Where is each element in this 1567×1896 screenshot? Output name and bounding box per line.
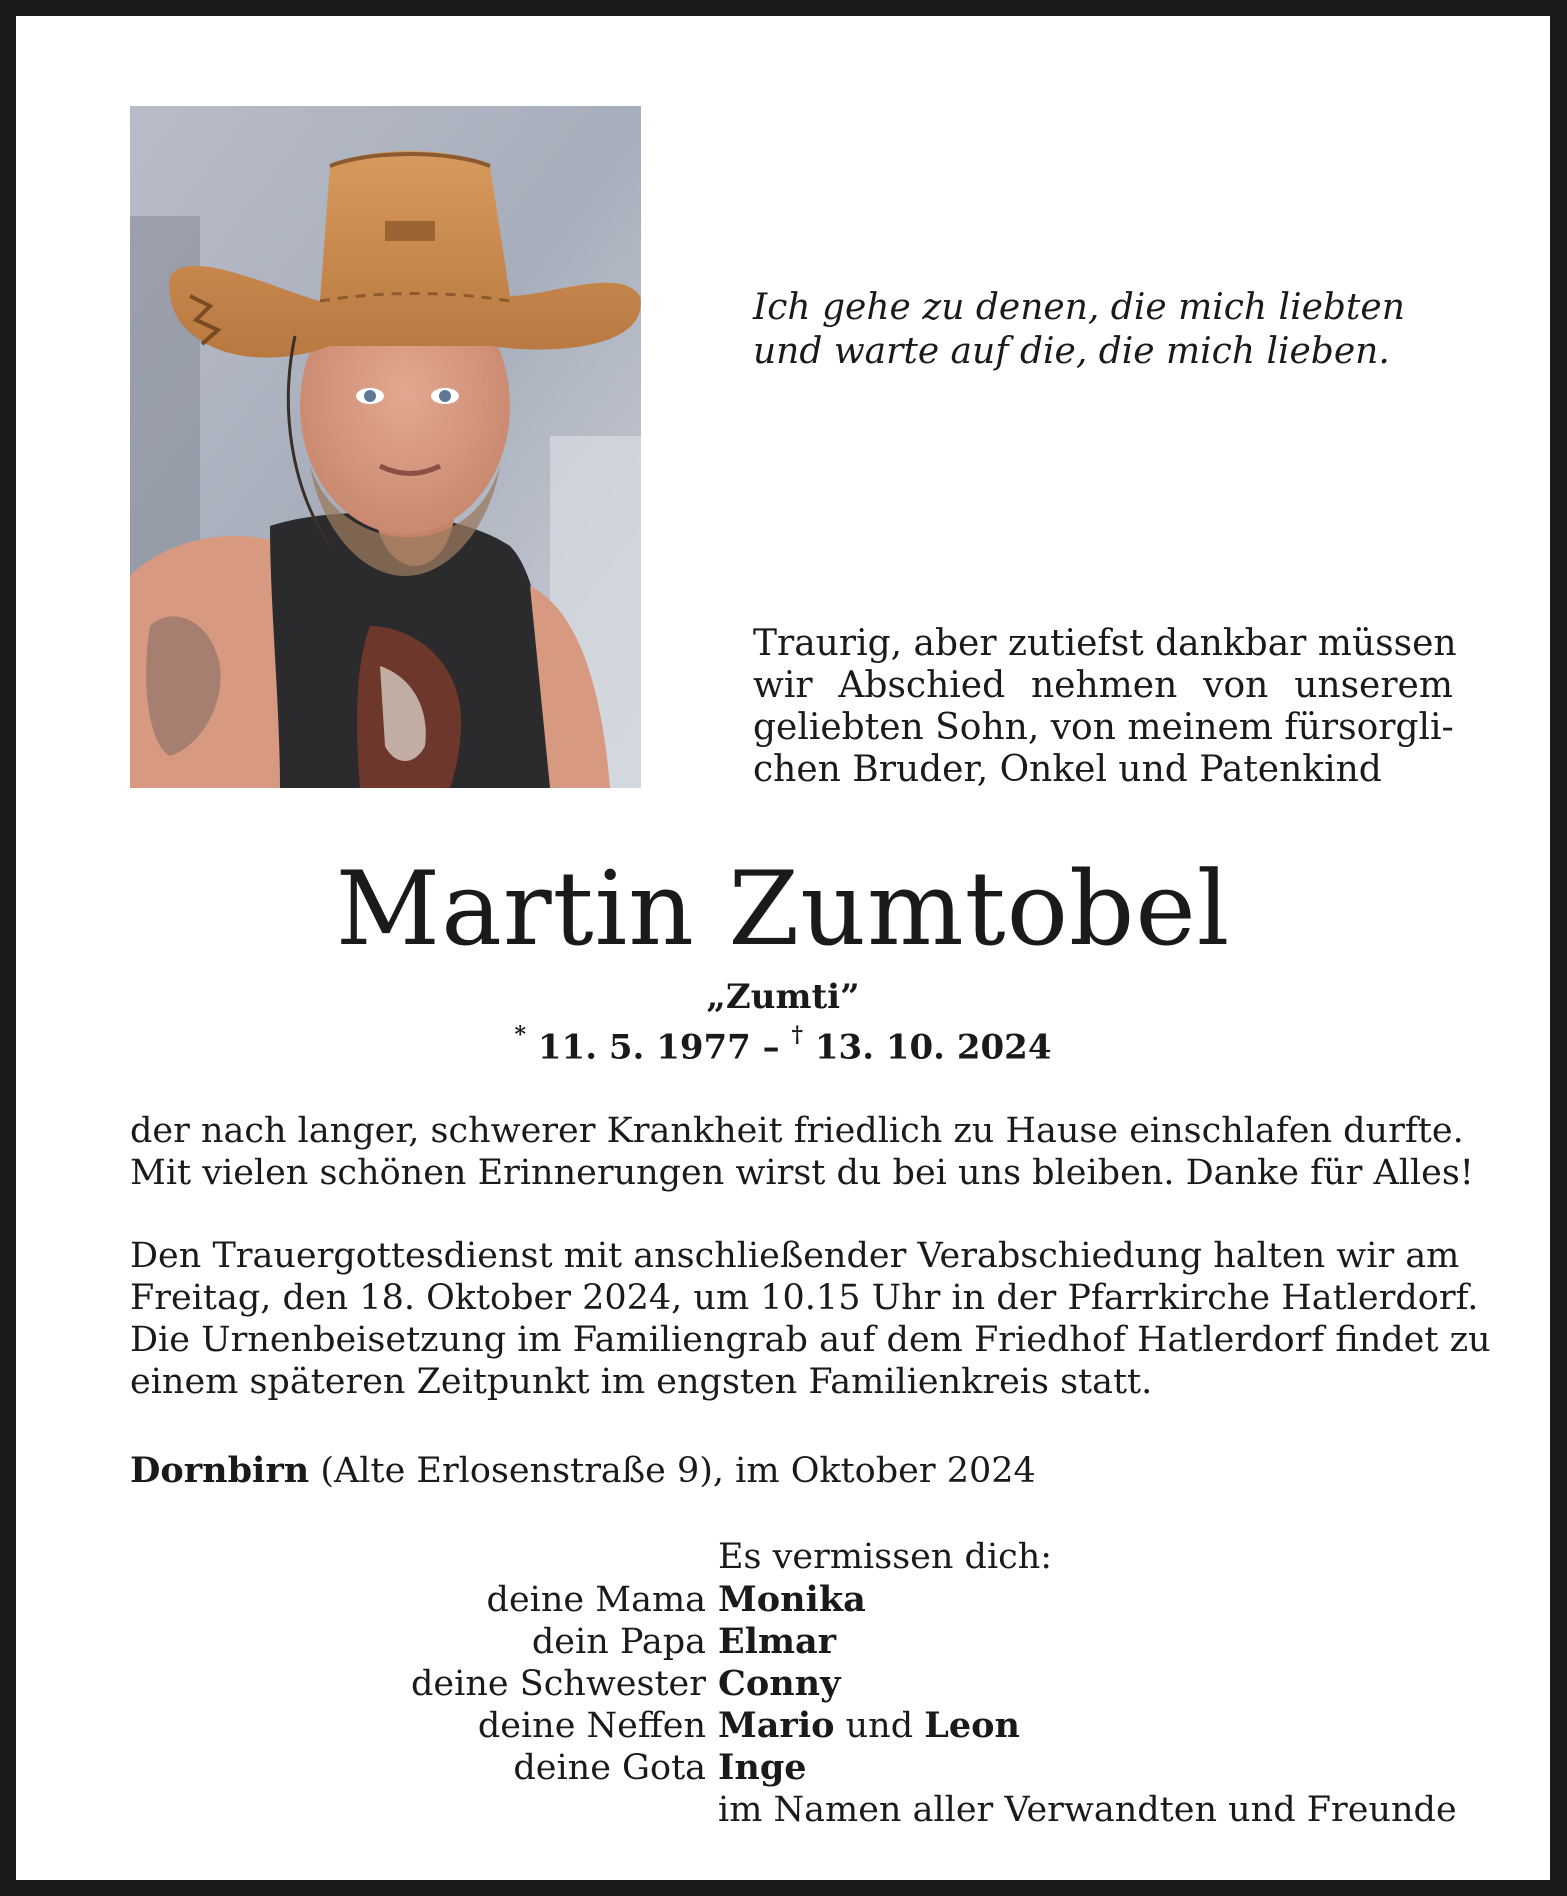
birth-symbol: *: [514, 1022, 527, 1048]
paragraph-line: Freitag, den 18. Oktober 2024, um 10.15 Uhr in der Pfarrkirche Hatlerdorf.: [130, 1278, 1479, 1318]
mourner-row: [316, 1705, 1457, 1747]
paragraph-line: Den Trauergottesdienst mit anschließender Verabschiedung halten wir am: [130, 1236, 1460, 1276]
paragraph-line: Mit vielen schönen Erinnerungen wirst du bei uns bleiben. Danke für Alles!: [130, 1153, 1474, 1193]
mourner-row: [316, 1747, 1457, 1789]
mourners-list: [316, 1579, 1457, 1831]
mourner-name: Leon: [924, 1705, 1020, 1746]
mourner-relation: deine Neffen: [477, 1706, 706, 1746]
mourner-name: Elmar: [718, 1621, 837, 1662]
mourner-name: Mario: [718, 1705, 835, 1746]
mourner-row: [316, 1789, 1457, 1831]
memorial-quote: [753, 286, 1473, 374]
mourner-name: Inge: [718, 1747, 807, 1788]
paragraph-line: Die Urnenbeisetzung im Familiengrab auf dem Friedhof Hatlerdorf findet zu: [130, 1320, 1491, 1360]
place-details: (Alte Erlosenstraße 9), im Oktober 2024: [309, 1451, 1036, 1491]
passing-paragraph: [130, 1110, 1474, 1194]
mourner-relation: dein Papa: [531, 1622, 706, 1662]
birth-date: 11. 5. 1977: [537, 1027, 751, 1068]
paragraph-line: der nach langer, schwerer Krankheit friedlich zu Hause einschlafen durfte.: [130, 1111, 1464, 1151]
mourner-row: [316, 1663, 1457, 1705]
mourner-relation: deine Schwester: [411, 1664, 706, 1704]
mourner-relation: deine Gota: [513, 1748, 706, 1788]
mourners-title: Es vermissen dich:: [718, 1537, 1053, 1577]
death-symbol: †: [791, 1022, 804, 1048]
mourner-relation: deine Mama: [486, 1580, 706, 1620]
date-separator: –: [762, 1027, 780, 1068]
deceased-nickname: „Zumti”: [706, 977, 860, 1017]
death-date: 13. 10. 2024: [814, 1027, 1052, 1068]
mourner-joiner: und: [834, 1706, 925, 1746]
life-dates: [16, 1018, 1550, 1068]
place-and-date: [130, 1450, 1036, 1492]
mourners-closing: im Namen aller Verwandten und Freunde: [718, 1790, 1457, 1830]
obituary-page: [16, 16, 1550, 1880]
intro-line: wir Abschied nehmen von unserem: [753, 665, 1453, 706]
quote-line: Ich gehe zu denen, die mich liebten: [753, 287, 1405, 328]
mourner-row: [316, 1579, 1457, 1621]
intro-line: geliebten Sohn, von meinem fürsorgli-: [753, 707, 1454, 748]
deceased-name: Martin Zumtobel: [335, 850, 1231, 969]
paragraph-line: einem späteren Zeitpunkt im engsten Familienkreis statt.: [130, 1362, 1153, 1402]
quote-line: und warte auf die, die mich lieben.: [753, 331, 1390, 372]
intro-line: Traurig, aber zutiefst dankbar müssen: [753, 623, 1457, 664]
service-paragraph: [130, 1235, 1491, 1403]
portrait-photo: [130, 106, 641, 788]
mourner-name: Conny: [718, 1663, 841, 1704]
intro-text: [753, 623, 1457, 791]
mourner-name: Monika: [718, 1579, 866, 1620]
intro-line: chen Bruder, Onkel und Patenkind: [753, 749, 1382, 790]
mourner-row: [316, 1621, 1457, 1663]
place-city: Dornbirn: [130, 1450, 310, 1491]
